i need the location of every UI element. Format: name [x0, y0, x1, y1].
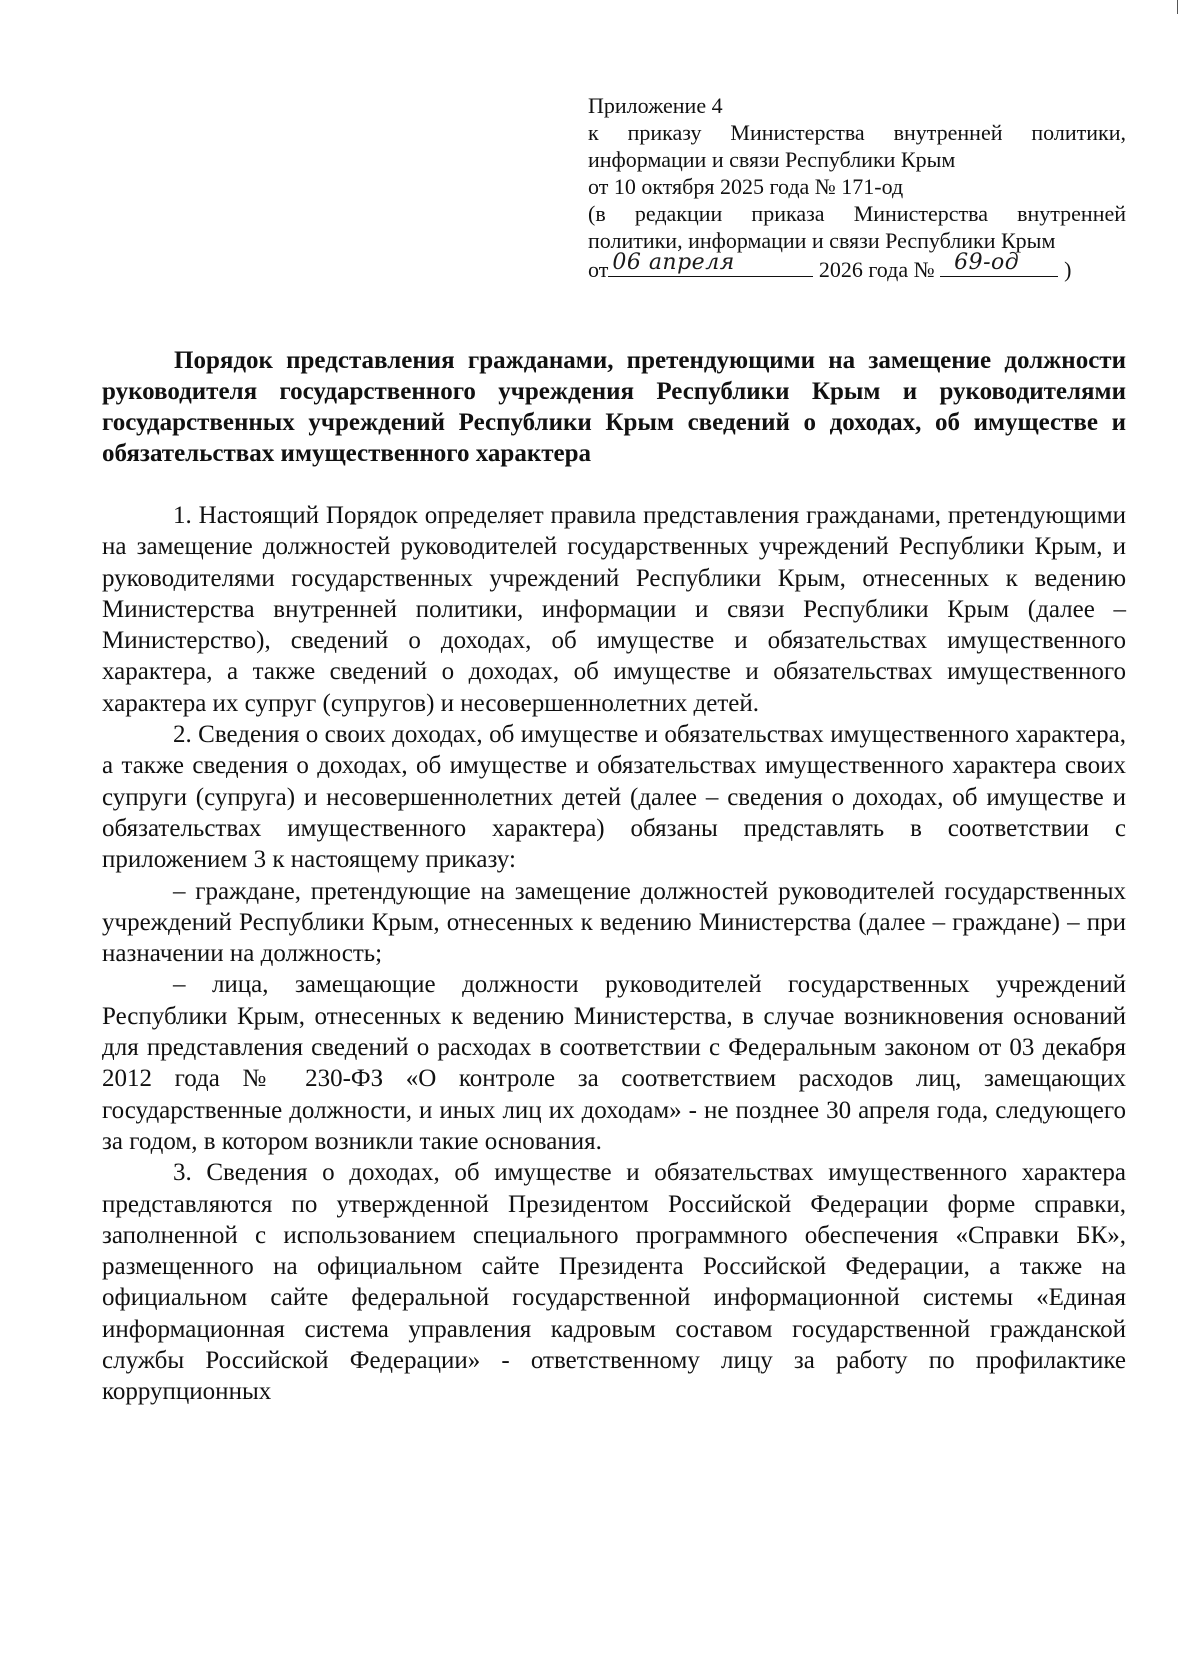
- document-body: [102, 500, 1126, 1408]
- document-title: Порядок представления гражданами, претендующими на замещение должности руководителя государственного учреждения Республики Крым и руководителями государственных учреждений Республики Крым сведений о доходах, об имуществе и обязательствах имущественного характера: [102, 347, 1126, 467]
- appendix-revision: (в редакции приказа Министерства внутренней: [588, 201, 1126, 226]
- appendix-order-date: от 10 октября 2025 года № 171-од: [588, 174, 904, 199]
- appendix-number: Приложение 4: [588, 93, 723, 118]
- scan-edge-mark: [1177, 0, 1178, 14]
- revision-year-label: 2026 года №: [818, 257, 935, 282]
- revision-date-prefix: от: [588, 257, 609, 282]
- revision-number-blank: [940, 250, 1058, 277]
- paragraph-2-item-officials: – лица, замещающие должности руководителей государственных учреждений Республики Крым, отнесенных к ведению Министерства, в случае возникновения оснований для представления сведений о расходах в соответствии с Федеральным законом от 03 декабря 2012 года № 230-ФЗ «О контроле за соответствием расходов лиц, замещающих государственные должности, и иных лиц их доходам» - не позднее 30 апреля года, следующего за годом, в котором возникли такие основания.: [102, 971, 1126, 1155]
- handwritten-date: 06 апреля: [612, 250, 735, 275]
- revision-date-blank: [608, 250, 813, 277]
- appendix-header: [588, 92, 1126, 283]
- handwritten-number: 69-од: [954, 250, 1020, 275]
- paragraph-1: 1. Настоящий Порядок определяет правила представления гражданами, претендующими на замещение должностей руководителей государственных учреждений Республики Крым, и руководителями государственных учреждений Республики Крым, отнесенных к ведению Министерства внутренней политики, информации и связи Республики Крым (далее – Министерство), сведений о доходах, об имуществе и обязательствах имущественного характера, а также сведений о доходах, об имуществе и обязательствах имущественного характера их супруг (супругов) и несовершеннолетних детей.: [102, 502, 1126, 717]
- paragraph-2-item-citizens: – граждане, претендующие на замещение должностей руководителей государственных учреждений Республики Крым, отнесенных к ведению Министерства (далее – граждане) – при назначении на должность;: [102, 877, 1126, 968]
- appendix-order-ref: к приказу Министерства внутренней политики,: [588, 120, 1126, 145]
- paragraph-2: 2. Сведения о своих доходах, об имуществе и обязательствах имущественного характера, а также сведения о доходах, об имуществе и обязательствах имущественного характера своих супруги (супруга) и несовершеннолетних детей (далее – сведения о доходах, об имуществе и обязательствах имущественного характера) обязаны представлять в соответствии с приложением 3 к настоящему приказу:: [102, 721, 1126, 874]
- appendix-revision-date-line: [588, 250, 1126, 283]
- appendix-ministry: информации и связи Республики Крым: [588, 147, 956, 172]
- appendix-revision-ministry: политики, информации и связи Республики Крым: [588, 228, 1056, 253]
- revision-date-suffix: ): [1064, 257, 1072, 282]
- paragraph-3: 3. Сведения о доходах, об имуществе и обязательствах имущественного характера представляются по утвержденной Президентом Российской Федерации форме справки, заполненной с использованием специального программного обеспечения «Справки БК», размещенного на официальном сайте Президента Российской Федерации, а также на официальном сайте федеральной государственной информационной системы «Единая информационная система управления кадровым составом государственной гражданской службы Российской Федерации» - ответственному лицу за работу по профилактике коррупционных: [102, 1159, 1126, 1406]
